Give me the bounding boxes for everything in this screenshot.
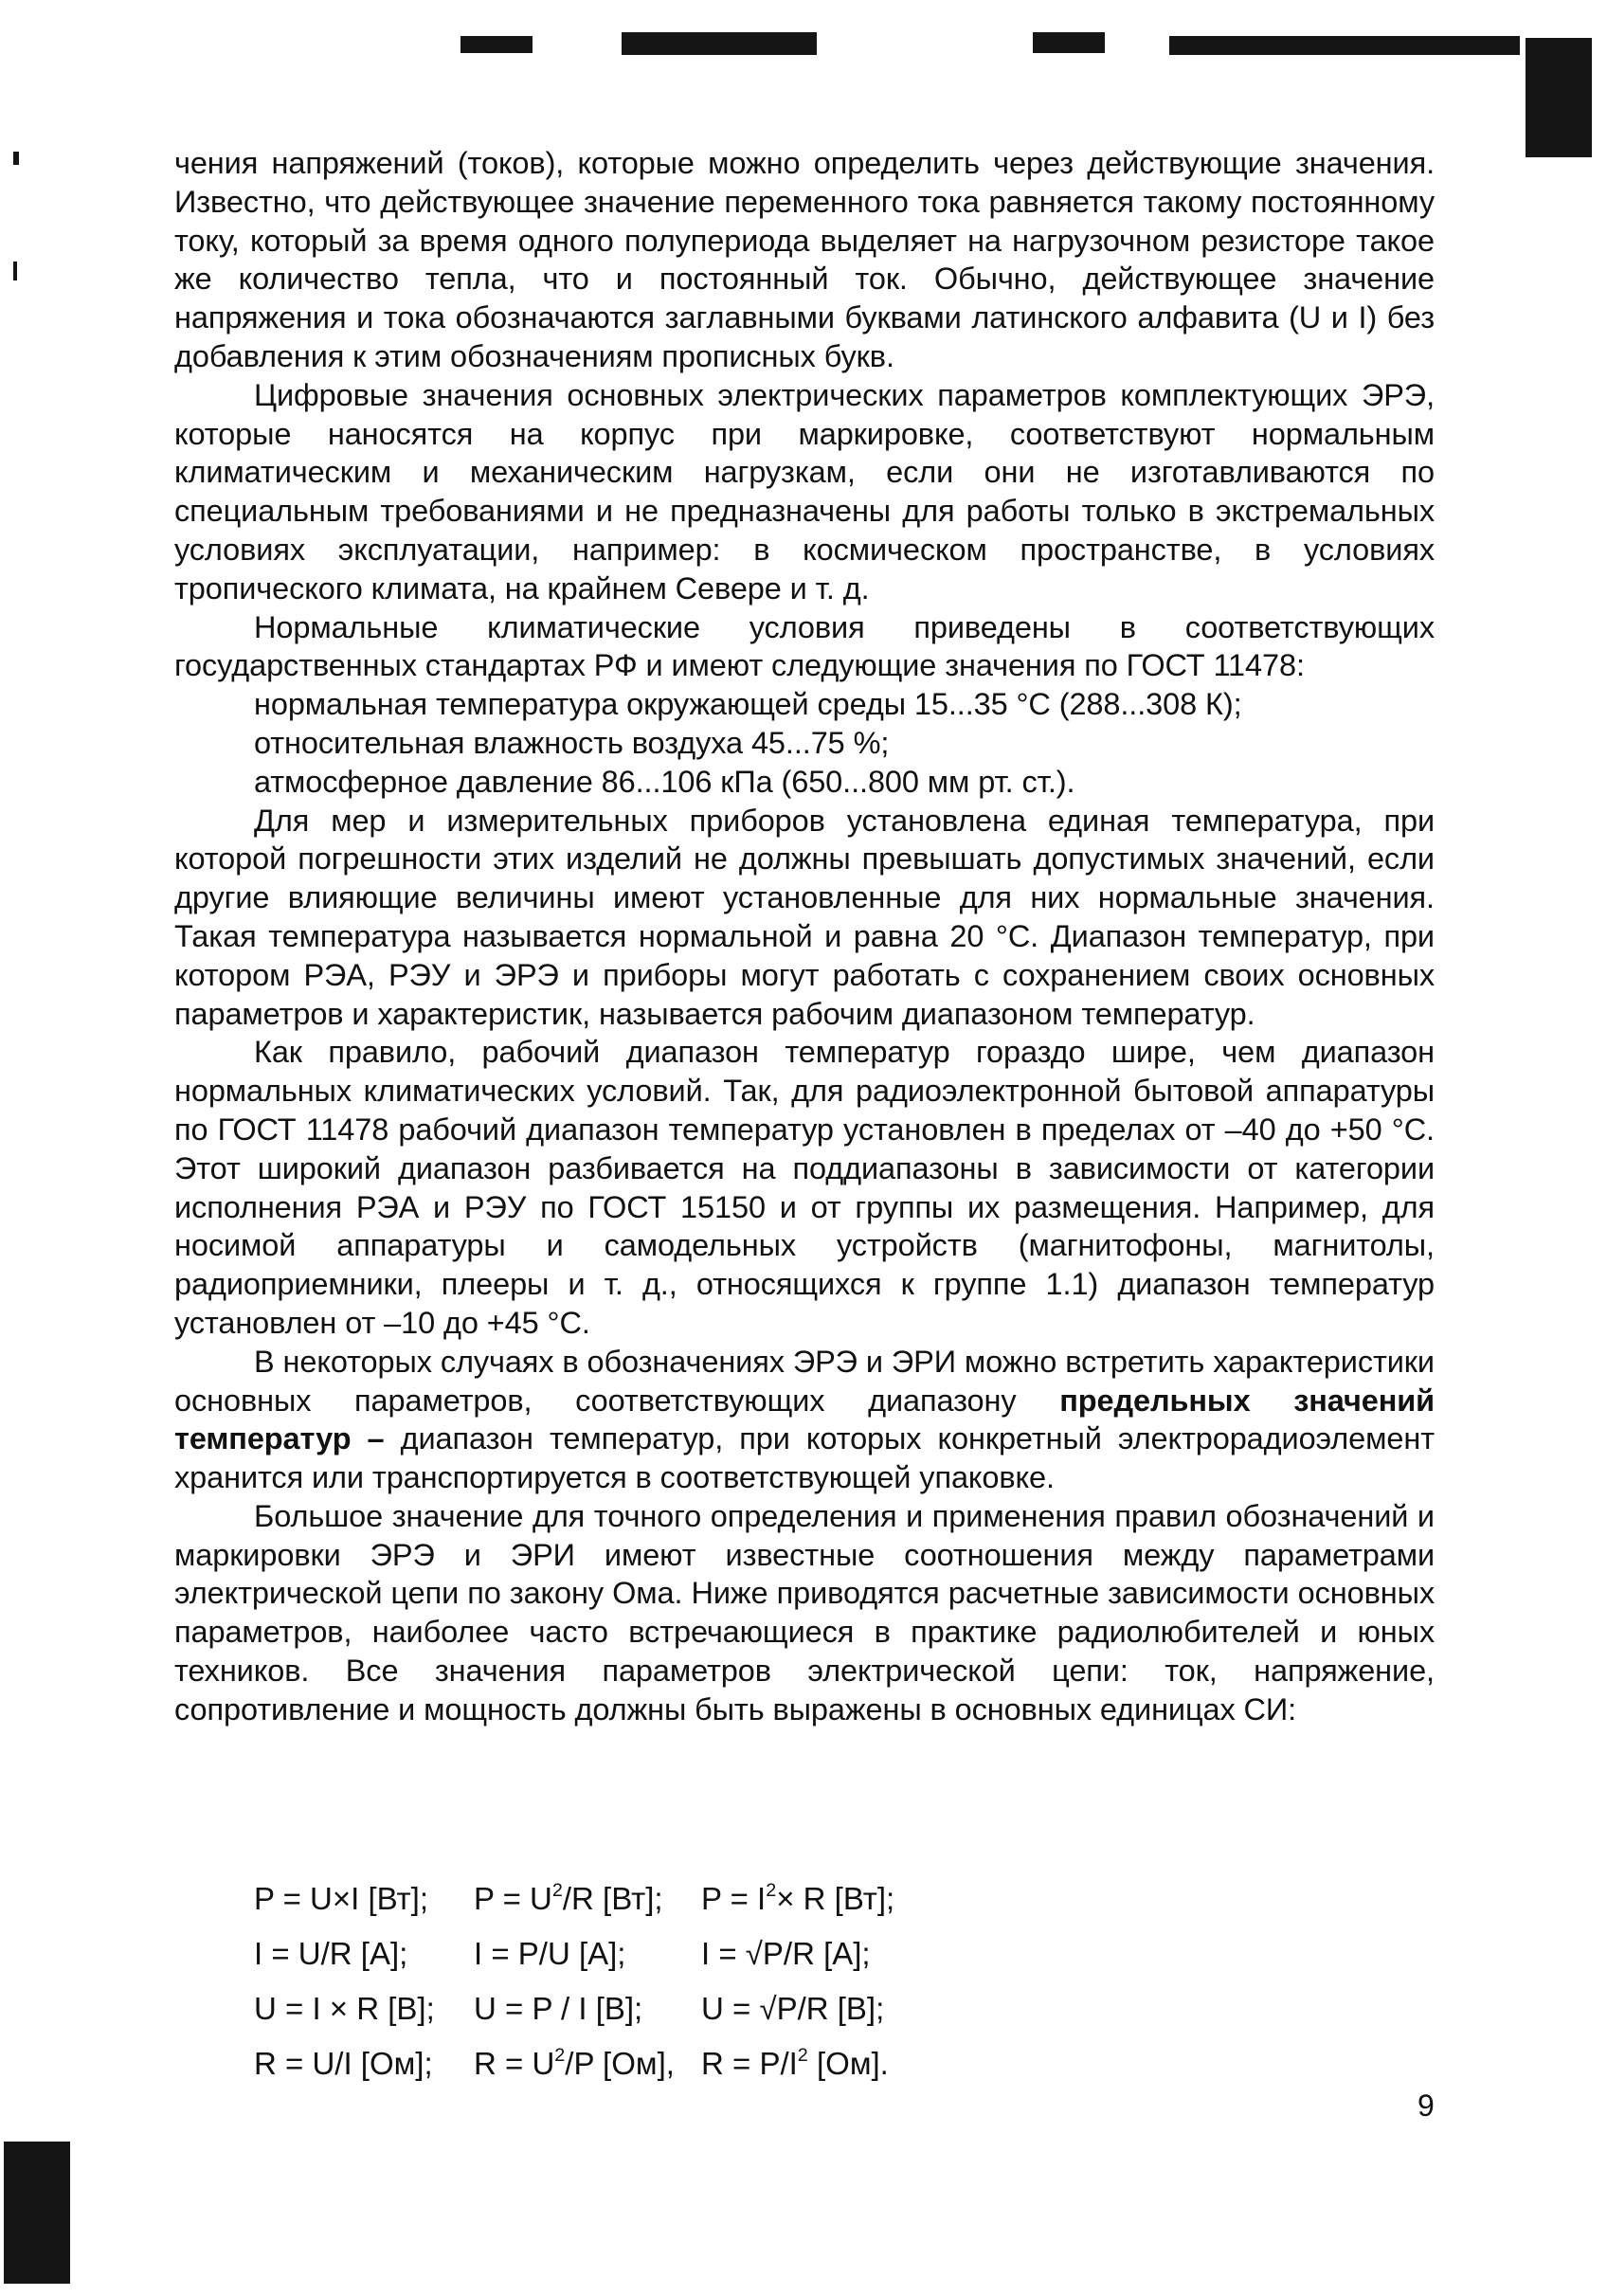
list-item: атмосферное давление 86...106 кПа (650...800 мм рт. ст.). bbox=[254, 764, 1075, 799]
paragraph-6-start: В некоторых случаях в обозначениях ЭРЭ и ЭРИ можно встретить характеристики основных параметров, соответствующих диапазону bbox=[174, 1344, 1435, 1418]
list-item: относительная влажность воздуха 45...75 %; bbox=[254, 725, 890, 760]
formula: $P = I^2\times R$ [Вт]; bbox=[701, 1880, 895, 1916]
ohm-law-formulas bbox=[254, 1871, 919, 2091]
paragraph-6-end: диапазон температур, при которых конкретный электрорадиоэлемент хранится или транспортируется в соответствующей упаковке. bbox=[174, 1421, 1435, 1495]
formula: $R = U^2/P$ [Ом], bbox=[474, 2045, 675, 2081]
paragraph-3: Нормальные климатические условия приведены в соответствующих государственных стандартах РФ и имеют следующие значения по ГОСТ 11478: bbox=[174, 609, 1435, 683]
paragraph-6 bbox=[174, 1343, 1435, 1497]
formula: I = U/R [A]; bbox=[254, 1936, 408, 1971]
formula: I = P/U [A]; bbox=[474, 1936, 626, 1971]
formula: $P = U^2/R$ [Вт]; bbox=[474, 1880, 663, 1916]
scan-artifact-top-3 bbox=[1033, 32, 1105, 53]
formula-row-current bbox=[254, 1926, 919, 1981]
scan-artifact-left-2 bbox=[13, 262, 17, 280]
page-number: 9 bbox=[1417, 2088, 1435, 2123]
scan-artifact-top-2 bbox=[622, 32, 817, 55]
scan-artifact-top-1 bbox=[460, 36, 533, 53]
formula: U = P / I [B]; bbox=[474, 1991, 643, 2026]
paragraph-4: Для мер и измерительных приборов установлена единая температура, при которой погрешности этих изделий не должны превышать допустимых значений, если другие влияющие величины имеют установленные для них нормальные значения. Такая температура называется нормальной и равна 20 °С. Диапазон температур, при котором РЭА, РЭУ и ЭРЭ и приборы могут работать с сохранением своих основных параметров и характеристик, называется рабочим диапазоном температур. bbox=[174, 803, 1435, 1031]
formula: R = U/I [Ом]; bbox=[254, 2046, 433, 2081]
list-item: нормальная температура окружающей среды 15...35 °С (288...308 К); bbox=[254, 687, 1242, 722]
formula-row-power bbox=[254, 1871, 919, 1926]
paragraph-1: чения напряжений (токов), которые можно определить через действующие значения. Известно, что действующее значение переменного тока равняется такому постоянному току, который за время одного полупериода выделяет на нагрузочном резисторе такое же количество тепла, что и постоянный ток. Обычно, действующее значение напряжения и тока обозначаются заглавными буквами латинского алфавита (U и I) без добавления к этим обозначениям прописных букв. bbox=[174, 146, 1435, 373]
scan-artifact-left-bottom bbox=[4, 2142, 70, 2284]
scan-artifact-top-4 bbox=[1169, 36, 1520, 55]
formula-row-voltage bbox=[254, 1981, 919, 2036]
formula: I = √P/R [A]; bbox=[701, 1936, 871, 1971]
formula: P = U×I [Вт]; bbox=[254, 1881, 428, 1916]
formula: U = √P/R [B]; bbox=[701, 1991, 885, 2026]
paragraph-7: Большое значение для точного определения и применения правил обозначений и маркировки ЭРЭ и ЭРИ имеют известные соотношения между параметрами электрической цепи по закону Ома. Ниже приводятся расчетные зависимости основных параметров, наиболее часто встречающиеся в практике радиолюбителей и юных техников. Все значения параметров электрической цепи: ток, напряжение, сопротивление и мощность должны быть выражены в основных единицах СИ: bbox=[174, 1498, 1435, 1727]
scan-artifact-corner bbox=[1526, 38, 1592, 157]
paragraph-2: Цифровые значения основных электрических параметров комплектующих ЭРЭ, которые наносятся на корпус при маркировке, соответствуют нормальным климатическим и механическим нагрузкам, если они не изготавливаются по специальным требованиями и не предназначены для работы только в экстремальных условиях эксплуатации, например: в космическом пространстве, в условиях тропического климата, на крайнем Севере и т. д. bbox=[174, 377, 1435, 606]
formula-row-resistance bbox=[254, 2036, 919, 2091]
paragraph-6-bold-term: предельных значений температур – bbox=[174, 1383, 1435, 1456]
main-text bbox=[174, 144, 1435, 1729]
formula: $R = P/I^2$ [Ом]. bbox=[701, 2045, 889, 2081]
formula: U = I × R [B]; bbox=[254, 1991, 435, 2026]
scan-artifact-left-1 bbox=[13, 152, 19, 165]
paragraph-5: Как правило, рабочий диапазон температур гораздо шире, чем диапазон нормальных климатических условий. Так, для радиоэлектронной бытовой аппаратуры по ГОСТ 11478 рабочий диапазон температур установлен в пределах от –40 до +50 °С. Этот широкий диапазон разбивается на поддиапазоны в зависимости от категории исполнения РЭА и РЭУ по ГОСТ 15150 и от группы их размещения. Например, для носимой аппаратуры и самодельных устройств (магнитофоны, магнитолы, радиоприемники, плееры и т. д., относящихся к группе 1.1) диапазон температур установлен от –10 до +45 °С. bbox=[174, 1035, 1435, 1340]
